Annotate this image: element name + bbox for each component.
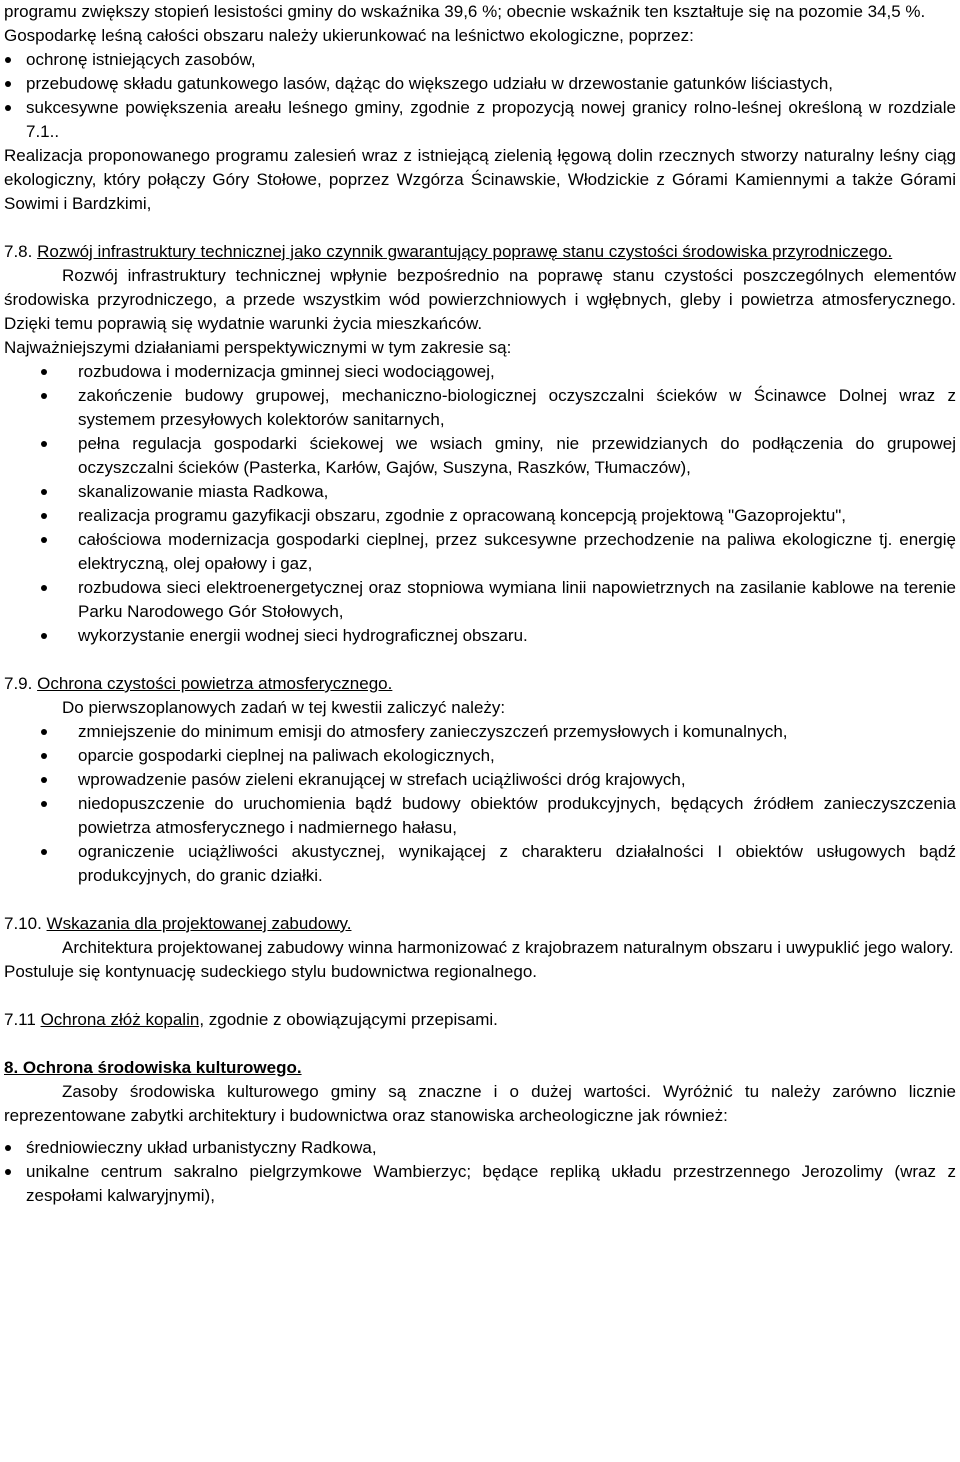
section-heading (4, 240, 956, 264)
list-item: niedopuszczenie do uruchomienia bądź budowy obiektów produkcyjnych, będących źródłem zanieczyszczenia powietrza atmosferycznego i nadmiernego hałasu, (4, 792, 956, 840)
bullet-icon (41, 441, 47, 447)
paragraph: Najważniejszymi działaniami perspektywicznymi w tym zakresie są: (4, 338, 512, 357)
list-item: całościowa modernizacja gospodarki cieplnej, przez sukcesywne przechodzenie na paliwa ekologiczne tj. energię elektryczną, olej opałowy i gaz, (4, 528, 956, 576)
document-page (4, 0, 956, 1208)
section-number: 7.9. (4, 674, 33, 693)
paragraph: Realizacja proponowanego programu zalesień wraz z istniejącą zielenią łęgową dolin rzecznych stworzy naturalny leśny ciąg ekologiczny, który połączy Góry Stołowe, poprzez Wzgórza Ścinawskie, Włodzickie z Górami Kamiennymi a także Górami Sowimi i Bardzkimi, (4, 146, 956, 213)
section-number: 7.10. (4, 914, 42, 933)
bullet-icon (41, 729, 47, 735)
bullet-list (4, 720, 956, 888)
paragraph: programu zwiększy stopień lesistości gminy do wskaźnika 39,6 %; obecnie wskaźnik ten kształtuje się na pozomie 34,5 %. (4, 2, 926, 21)
paragraph: Architektura projektowanej zabudowy winna harmonizować z krajobrazem naturalnym obszaru i uwypuklić jego walory. (62, 938, 954, 957)
paragraph: Rozwój infrastruktury technicznej wpłynie bezpośrednio na poprawę stanu czystości poszczególnych elementów środowiska przyrodniczego, a przede wszystkim wód powierzchniowych i wgłębnych, gleby i powietrza atmosferycznego. Dzięki temu poprawią się wydatnie warunki życia mieszkańców. (4, 266, 956, 333)
section-title: Wskazania dla projektowanej zabudowy. (46, 914, 352, 933)
list-item: rozbudowa i modernizacja gminnej sieci wodociągowej, (4, 360, 956, 384)
list-item: ograniczenie uciążliwości akustycznej, wynikającej z charakteru działalności I obiektów usługowych bądź produkcyjnych, do granic działki. (4, 840, 956, 888)
list-item: ochronę istniejących zasobów, (4, 48, 956, 72)
list-item: rozbudowa sieci elektroenergetycznej oraz stopniowa wymiana linii napowietrznych na zasilanie kablowe na terenie Parku Narodowego Gór Stołowych, (4, 576, 956, 624)
paragraph: Gospodarkę leśną całości obszaru należy ukierunkować na leśnictwo ekologiczne, poprzez: (4, 26, 694, 45)
section-title: Ochrona czystości powietrza atmosferycznego. (37, 674, 393, 693)
bullet-icon (41, 777, 47, 783)
section-title: Ochrona złóż kopalin, (40, 1010, 205, 1029)
bullet-icon (5, 105, 11, 111)
section-heading (4, 672, 956, 696)
list-item: pełna regulacja gospodarki ściekowej we wsiach gminy, nie przewidzianych do podłączenia do grupowej oczyszczalni ścieków (Pasterka, Karłów, Gajów, Suszyna, Raszków, Tłumaczów), (4, 432, 956, 480)
section-text: zgodnie z obowiązującymi przepisami. (204, 1010, 498, 1029)
list-item: średniowieczny układ urbanistyczny Radkowa, (4, 1136, 956, 1160)
bullet-icon (5, 1169, 11, 1175)
bullet-icon (41, 633, 47, 639)
list-item: zakończenie budowy grupowej, mechaniczno-biologicznej oczyszczalni ścieków w Ścinawce Dolnej wraz z systemem przesyłowych kolektorów sanitarnych, (4, 384, 956, 432)
section-heading: 8. Ochrona środowiska kulturowego. (4, 1058, 302, 1077)
bullet-list (4, 48, 956, 144)
list-item: wprowadzenie pasów zieleni ekranującej w strefach uciążliwości dróg krajowych, (4, 768, 956, 792)
list-item: oparcie gospodarki cieplnej na paliwach ekologicznych, (4, 744, 956, 768)
bullet-icon (5, 1145, 11, 1151)
bullet-icon (41, 489, 47, 495)
bullet-icon (41, 801, 47, 807)
section-number: 7.11 (4, 1010, 36, 1029)
bullet-icon (41, 393, 47, 399)
bullet-icon (5, 57, 11, 63)
list-item: wykorzystanie energii wodnej sieci hydrograficznej obszaru. (4, 624, 956, 648)
bullet-icon (41, 513, 47, 519)
section-title: Rozwój infrastruktury technicznej jako czynnik gwarantujący poprawę stanu czystości środowiska przyrodniczego. (37, 242, 893, 261)
list-item: zmniejszenie do minimum emisji do atmosfery zanieczyszczeń przemysłowych i komunalnych, (4, 720, 956, 744)
bullet-icon (41, 585, 47, 591)
bullet-list (4, 1136, 956, 1208)
bullet-icon (41, 369, 47, 375)
bullet-icon (41, 537, 47, 543)
list-item: przebudowę składu gatunkowego lasów, dążąc do większego udziału w drzewostanie gatunków liściastych, (4, 72, 956, 96)
bullet-list (4, 360, 956, 648)
section-heading (4, 912, 956, 936)
bullet-icon (5, 81, 11, 87)
section-number: 7.8. (4, 242, 33, 261)
bullet-icon (41, 753, 47, 759)
list-item: unikalne centrum sakralno pielgrzymkowe Wambierzyc; będące repliką układu przestrzennego Jerozolimy (wraz z zespołami kalwaryjnymi), (4, 1160, 956, 1208)
list-item: skanalizowanie miasta Radkowa, (4, 480, 956, 504)
paragraph: Do pierwszoplanowych zadań w tej kwestii zaliczyć należy: (62, 698, 506, 717)
paragraph: Postuluje się kontynuację sudeckiego stylu budownictwa regionalnego. (4, 962, 538, 981)
bullet-icon (41, 849, 47, 855)
list-item: realizacja programu gazyfikacji obszaru, zgodnie z opracowaną koncepcją projektową "Gazoprojektu", (4, 504, 956, 528)
list-item: sukcesywne powiększenia areału leśnego gminy, zgodnie z propozycją nowej granicy rolno-leśnej określoną w rozdziale 7.1.. (4, 96, 956, 144)
paragraph: Zasoby środowiska kulturowego gminy są znaczne i o dużej wartości. Wyróżnić tu należy zarówno licznie reprezentowane zabytki architektury i budownictwa oraz stanowiska archeologiczne jak również: (4, 1082, 956, 1125)
section-heading (4, 1008, 956, 1032)
